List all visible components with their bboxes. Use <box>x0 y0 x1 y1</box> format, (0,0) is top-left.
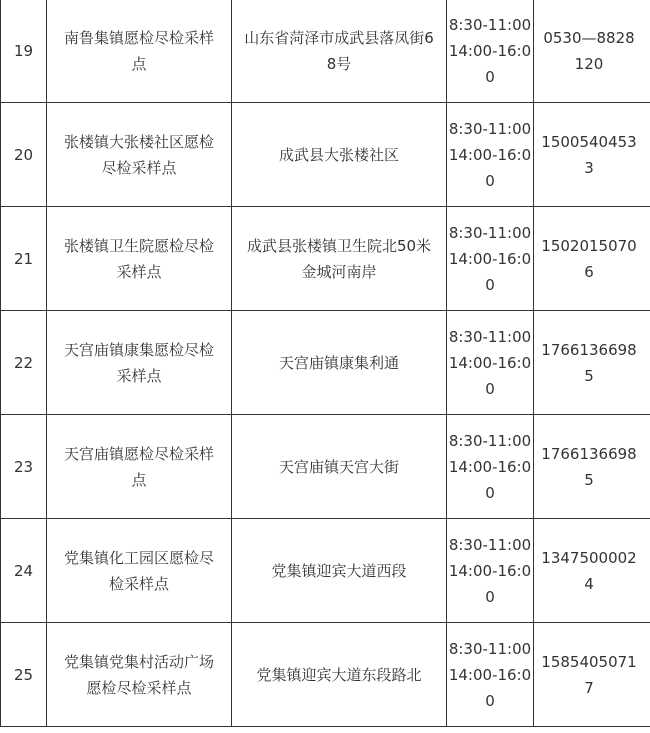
site-address-cell <box>232 311 447 415</box>
contact-phone: 15005404533 <box>541 132 637 177</box>
site-address-cell <box>232 415 447 519</box>
afternoon-hours: 14:00-16:00 <box>448 353 532 398</box>
contact-phone-cell <box>534 207 650 311</box>
site-name: 天宫庙镇康集愿检尽检采样点 <box>63 340 214 385</box>
site-address: 天宫庙镇天宫大街 <box>278 457 399 476</box>
contact-phone-cell <box>534 415 650 519</box>
service-hours-cell <box>447 415 534 519</box>
row-number: 24 <box>13 561 34 580</box>
site-address-cell <box>232 623 447 727</box>
row-number-cell <box>1 415 47 519</box>
site-address-cell <box>232 0 447 103</box>
site-name-cell <box>47 415 232 519</box>
service-hours-cell <box>447 311 534 415</box>
row-number-cell <box>1 207 47 311</box>
row-number-cell <box>1 0 47 103</box>
row-number-cell <box>1 311 47 415</box>
afternoon-hours: 14:00-16:00 <box>448 145 532 190</box>
service-hours-cell <box>447 0 534 103</box>
morning-hours: 8:30-11:00 <box>448 639 532 658</box>
row-number: 20 <box>13 145 34 164</box>
table-row <box>1 415 650 519</box>
contact-phone-cell <box>534 103 650 207</box>
contact-phone: 15020150706 <box>541 236 637 281</box>
site-name-cell <box>47 103 232 207</box>
site-name: 张楼镇大张楼社区愿检尽检采样点 <box>63 132 214 177</box>
table-body <box>1 0 650 727</box>
site-name-cell <box>47 519 232 623</box>
site-address: 天宫庙镇康集利通 <box>278 353 399 372</box>
site-address: 成武县张楼镇卫生院北50米金城河南岸 <box>246 236 432 281</box>
site-name: 张楼镇卫生院愿检尽检采样点 <box>63 236 214 281</box>
contact-phone-cell <box>534 519 650 623</box>
row-number: 22 <box>13 353 34 372</box>
row-number-cell <box>1 103 47 207</box>
site-address-cell <box>232 519 447 623</box>
contact-phone: 15854050717 <box>541 652 637 697</box>
afternoon-hours: 14:00-16:00 <box>448 561 532 606</box>
contact-phone: 0530—8828120 <box>543 28 635 73</box>
service-hours-cell <box>447 103 534 207</box>
afternoon-hours: 14:00-16:00 <box>448 665 532 710</box>
contact-phone: 13475000024 <box>541 548 637 593</box>
row-number: 25 <box>13 665 34 684</box>
contact-phone: 17661366985 <box>541 340 637 385</box>
site-address-cell <box>232 103 447 207</box>
site-address-cell <box>232 207 447 311</box>
site-address: 山东省菏泽市成武县落凤街68号 <box>244 28 434 73</box>
morning-hours: 8:30-11:00 <box>448 535 532 554</box>
contact-phone-cell <box>534 623 650 727</box>
site-name: 南鲁集镇愿检尽检采样点 <box>63 28 214 73</box>
site-name-cell <box>47 207 232 311</box>
morning-hours: 8:30-11:00 <box>448 15 532 34</box>
afternoon-hours: 14:00-16:00 <box>448 457 532 502</box>
contact-phone: 17661366985 <box>541 444 637 489</box>
row-number: 23 <box>13 457 34 476</box>
service-hours-cell <box>447 519 534 623</box>
site-name-cell <box>47 0 232 103</box>
table-row <box>1 103 650 207</box>
table-row <box>1 519 650 623</box>
site-name: 天宫庙镇愿检尽检采样点 <box>63 444 214 489</box>
site-address: 党集镇迎宾大道西段 <box>271 561 407 580</box>
table-row <box>1 311 650 415</box>
afternoon-hours: 14:00-16:00 <box>448 249 532 294</box>
table-row <box>1 0 650 103</box>
contact-phone-cell <box>534 0 650 103</box>
site-name: 党集镇化工园区愿检尽检采样点 <box>63 548 214 593</box>
site-address: 成武县大张楼社区 <box>278 145 399 164</box>
contact-phone-cell <box>534 311 650 415</box>
morning-hours: 8:30-11:00 <box>448 431 532 450</box>
afternoon-hours: 14:00-16:00 <box>448 41 532 86</box>
service-hours-cell <box>447 207 534 311</box>
morning-hours: 8:30-11:00 <box>448 119 532 138</box>
row-number-cell <box>1 519 47 623</box>
table-row <box>1 623 650 727</box>
site-name-cell <box>47 623 232 727</box>
morning-hours: 8:30-11:00 <box>448 327 532 346</box>
row-number: 19 <box>13 41 34 60</box>
site-name-cell <box>47 311 232 415</box>
service-hours-cell <box>447 623 534 727</box>
site-address: 党集镇迎宾大道东段路北 <box>256 665 422 684</box>
site-name: 党集镇党集村活动广场愿检尽检采样点 <box>63 652 214 697</box>
row-number: 21 <box>13 249 34 268</box>
morning-hours: 8:30-11:00 <box>448 223 532 242</box>
table-row <box>1 207 650 311</box>
row-number-cell <box>1 623 47 727</box>
